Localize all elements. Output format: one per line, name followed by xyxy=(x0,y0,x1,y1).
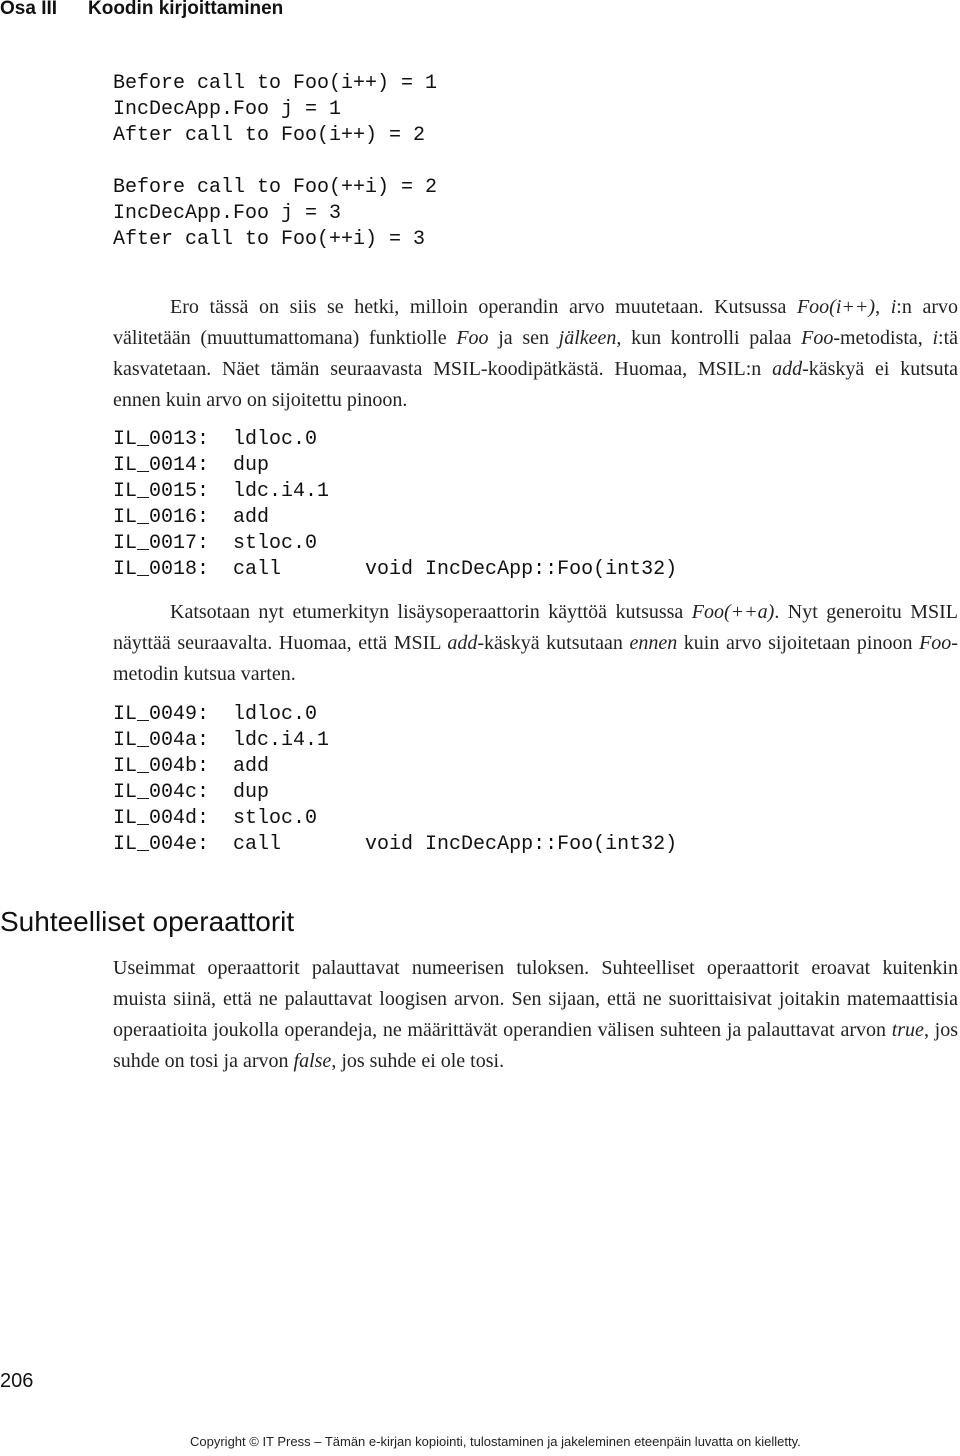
emphasis-text: Foo(++a) xyxy=(691,601,775,623)
emphasis-text: ennen xyxy=(629,632,678,654)
emphasis-text: false xyxy=(293,1050,332,1072)
emphasis-text: add xyxy=(772,358,803,380)
emphasis-text: i xyxy=(890,296,897,318)
code-block-output: Before call to Foo(i++) = 1 IncDecApp.Foo j = 1 After call to Foo(i++) = 2 Before call to Foo(++i) = 2 IncDecApp.Foo j = 3 After call to Foo(++i) = 3 xyxy=(113,72,438,251)
emphasis-text: true xyxy=(891,1019,924,1041)
code-block-msil-postfix: IL_0013: ldloc.0 IL_0014: dup IL_0015: ldc.i4.1 IL_0016: add IL_0017: stloc.0 IL_0018: call void IncDecApp::Foo(int32) xyxy=(113,428,678,581)
paragraph-postfix-explanation: Ero tässä on siis se hetki, milloin operandin arvo muutetaan. Kutsussa Foo(i++), i:n arvo välitetään (muuttumattomana) funktiolle Foo ja sen jälkeen, kun kontrolli palaa Foo-metodista, i:tä kasvatetaan. Näet tämän seuraavasta MSIL-koodipätkästä. Huomaa, MSIL:n add-käskyä ei kutsuta ennen kuin arvo on sijoitettu pinoon. xyxy=(113,296,959,411)
code-block-msil-prefix: IL_0049: ldloc.0 IL_004a: ldc.i4.1 IL_004b: add IL_004c: dup IL_004d: stloc.0 IL_004e: call void IncDecApp::Foo(int32) xyxy=(113,703,678,856)
emphasis-text: i xyxy=(932,327,939,349)
copyright-footer: Copyright © IT Press – Tämän e-kirjan kopiointi, tulostaminen ja jakeleminen eteenpäin luvatta on kielletty. xyxy=(190,1434,801,1449)
paragraph-relational-operators: Useimmat operaattorit palauttavat numeerisen tuloksen. Suhteelliset operaattorit eroavat kuitenkin muista siinä, että ne palauttavat loogisen arvon. Sen sijaan, että ne suorittaisivat joitakin matemaattisia operaatioita joukolla operandeja, ne määrittävät operandien välisen suhteen ja palauttavat arvon true, jos suhde on tosi ja arvon false, jos suhde ei ole tosi. xyxy=(113,957,958,1072)
paragraph-prefix-explanation: Katsotaan nyt etumerkityn lisäysoperaattorin käyttöä kutsussa Foo(++a). Nyt generoitu MSIL näyttää seuraavalta. Huomaa, että MSIL add-käskyä kutsutaan ennen kuin arvo sijoitetaan pinoon Foo-metodin kutsua varten. xyxy=(113,601,959,685)
section-heading: Suhteelliset operaattorit xyxy=(0,906,295,937)
chapter-title: Koodin kirjoittaminen xyxy=(88,0,284,19)
page-number: 206 xyxy=(0,1370,34,1392)
emphasis-text: Foo(i++) xyxy=(796,296,876,318)
part-label: Osa III xyxy=(0,0,58,19)
emphasis-text: Foo xyxy=(801,327,834,349)
emphasis-text: add xyxy=(447,632,478,654)
emphasis-text: Foo xyxy=(456,327,489,349)
emphasis-text: jälkeen xyxy=(558,327,617,349)
emphasis-text: Foo xyxy=(919,632,952,654)
